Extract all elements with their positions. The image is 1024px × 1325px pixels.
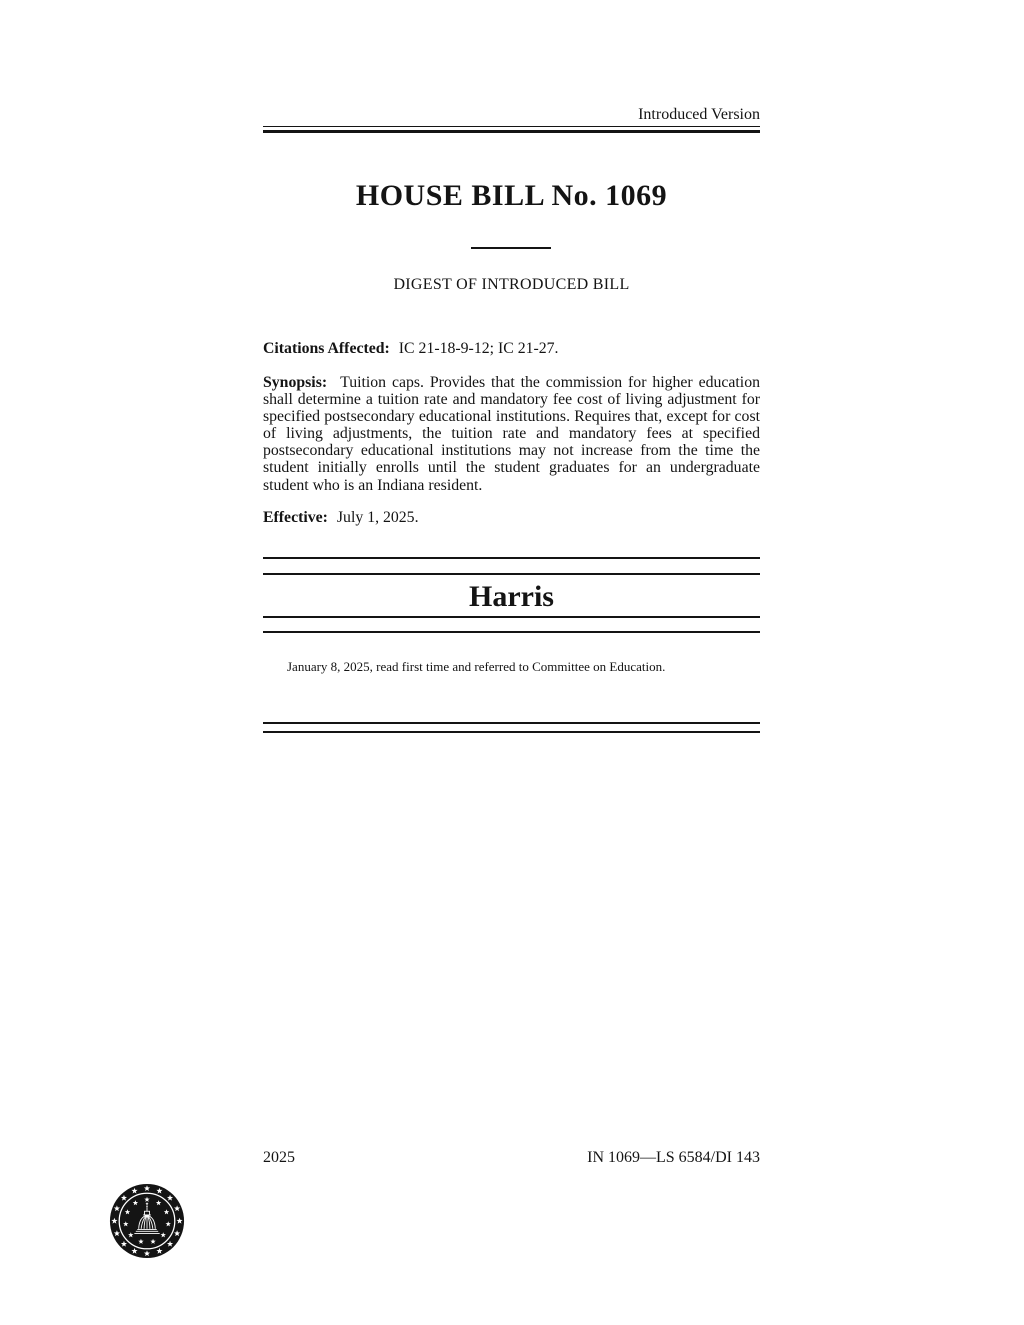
citations-text: IC 21-18-9-12; IC 21-27. bbox=[398, 340, 559, 357]
digest-heading: DIGEST OF INTRODUCED BILL bbox=[393, 276, 630, 293]
footer-bill-code: IN 1069—LS 6584/DI 143 bbox=[587, 1149, 760, 1166]
effective-text: July 1, 2025. bbox=[336, 509, 419, 526]
effective-date bbox=[263, 509, 760, 526]
effective-label: Effective: bbox=[263, 509, 328, 526]
version-label: Introduced Version bbox=[263, 104, 760, 127]
author-rule-top-1 bbox=[263, 557, 760, 559]
synopsis-label: Synopsis: bbox=[263, 374, 328, 391]
first-reading-note: January 8, 2025, read first time and referred to Committee on Education. bbox=[287, 659, 666, 674]
author-rule-top-2 bbox=[263, 573, 760, 575]
page-footer bbox=[263, 1149, 760, 1167]
title-divider-rule bbox=[471, 247, 551, 249]
statehouse-seal-icon bbox=[108, 1182, 186, 1260]
header-double-rule bbox=[263, 130, 760, 133]
citations-label: Citations Affected: bbox=[263, 340, 390, 357]
bill-title: HOUSE BILL No. 1069 bbox=[355, 179, 668, 212]
footer-year: 2025 bbox=[263, 1149, 295, 1166]
author-rule-bottom-2 bbox=[263, 631, 760, 633]
section-rule-2 bbox=[263, 731, 760, 733]
section-rule-1 bbox=[263, 722, 760, 724]
author-rule-bottom-1 bbox=[263, 616, 760, 618]
synopsis-text: Tuition caps. Provides that the commission for higher education shall determine a tuition rate and mandatory fee cost of living adjustment for specified postsecondary educational institutions. Requires that, except for cost of living adjustments, the tuition rate and mandatory fees at specified postsecondary educational institutions may not increase from the time the student initially enrolls until the student graduates for an undergraduate student who is an Indiana resident. bbox=[263, 374, 760, 494]
citations-affected bbox=[263, 340, 760, 357]
author-name: Harris bbox=[469, 580, 554, 613]
synopsis bbox=[263, 374, 760, 494]
